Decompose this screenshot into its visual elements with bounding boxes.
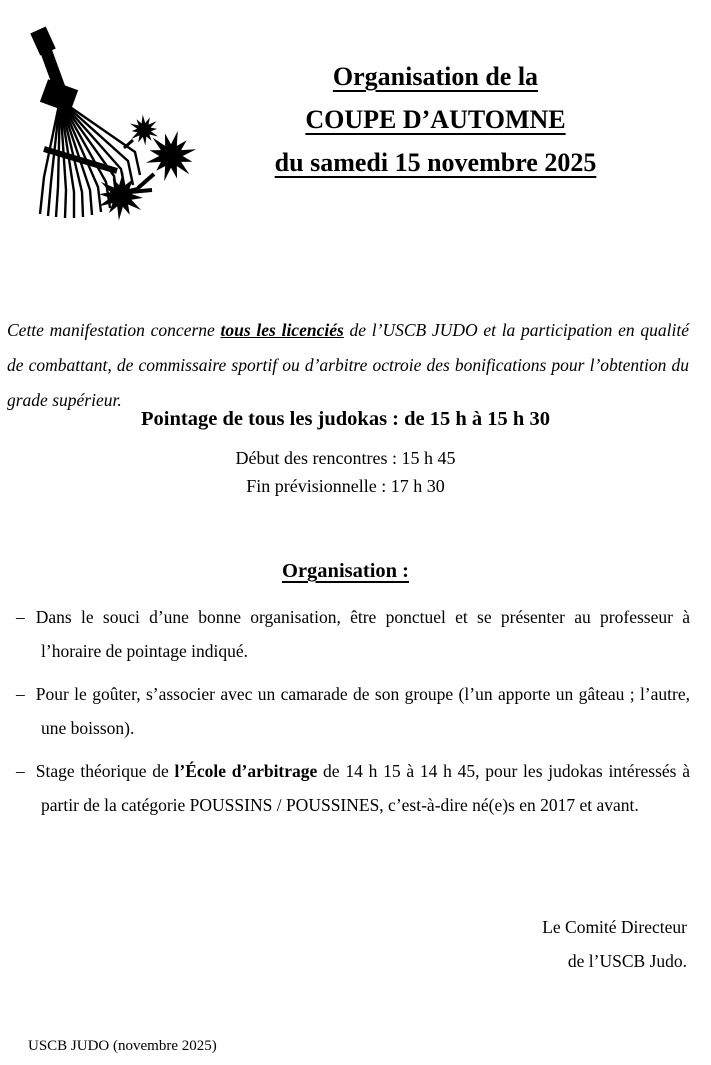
page-footer: USCB JUDO (novembre 2025)	[28, 1038, 217, 1054]
schedule-fin: Fin prévisionnelle : 17 h 30	[246, 476, 445, 496]
intro-emphasis: tous les licenciés	[220, 319, 344, 340]
bullet-text: Stage théorique de	[35, 761, 175, 781]
bullet-dash: –	[16, 761, 25, 781]
title-line-3: du samedi 15 novembre 2025	[274, 148, 597, 177]
title-line-1: Organisation de la	[332, 62, 539, 91]
list-item	[8, 754, 690, 822]
signature-line-2: de l’USCB Judo.	[567, 951, 687, 971]
schedule-block	[0, 404, 691, 500]
bullet-text: Pour le goûter, s’associer avec un camarade de son groupe (l’un apporte un gâteau ; l’autre, une boisson).	[35, 684, 690, 738]
intro-text-pre: Cette manifestation concerne	[7, 319, 221, 340]
signature-block	[542, 910, 687, 978]
schedule-debut: Début des rencontres : 15 h 45	[235, 448, 456, 468]
bullet-dash: –	[16, 607, 25, 627]
list-item	[8, 677, 690, 745]
organisation-heading: Organisation :	[282, 560, 409, 582]
list-item	[8, 600, 690, 668]
bullet-dash: –	[16, 684, 25, 704]
title-line-2: COUPE D’AUTOMNE	[305, 105, 566, 134]
bullet-text-bold: l’École d’arbitrage	[174, 761, 318, 781]
schedule-pointage: Pointage de tous les judokas : de 15 h à 15 h 30	[141, 408, 550, 430]
organisation-list	[8, 600, 690, 831]
signature-line-1: Le Comité Directeur	[542, 917, 687, 937]
bullet-text: de 14 h 15 à 14 h 45, pour les judokas intéressés à partir de la catégorie POUSSINS / POUSSINES, c’est-à-dire né(e)s en 2017 et avant.	[41, 761, 691, 815]
bullet-text: Dans le souci d’une bonne organisation, être ponctuel et se présenter au professeur à l’horaire de pointage indiqué.	[35, 607, 690, 661]
document-title	[160, 55, 711, 184]
intro-text-post: de l’USCB JUDO et la participation en qualité de combattant, de commissaire sportif ou d’arbitre octroie des bonifications pour l’obtention du grade supérieur.	[7, 319, 689, 410]
intro-paragraph	[7, 313, 689, 418]
